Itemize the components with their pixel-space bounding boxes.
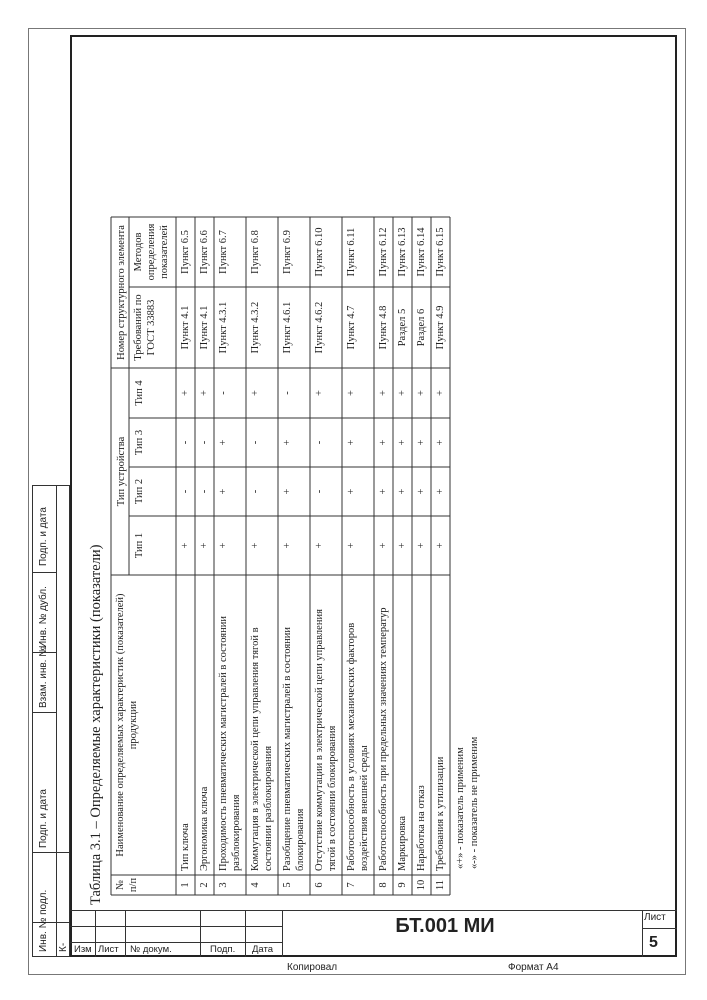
row-method: Пункт 6.10 [314,227,325,277]
row-method: Пункт 6.5 [180,230,191,274]
sheet-number: 5 [649,934,658,951]
row-type-mark: + [218,488,229,495]
row-type-mark: + [416,542,427,549]
row-name: блокирования [295,808,306,871]
row-name: Разобщение пневматических магистралей в состоянии [282,626,293,871]
row-number: 6 [314,882,325,888]
row-method: Пункт 6.6 [199,230,210,274]
row-name: состоянии разблокирования [263,745,274,871]
row-requirement: Пункт 4.6.2 [314,301,325,354]
row-requirement: Пункт 4.3.1 [218,301,229,354]
row-name: Коммутация в электрической цепи управления тягой в [250,627,261,871]
row-requirement: Пункт 4.3.2 [250,301,261,354]
header-requirements: ГОСТ 33883 [146,299,157,356]
stamp-label-doc-num: № докум. [130,944,172,955]
row-type-mark: + [397,488,408,495]
header-type: Тип 2 [134,478,145,505]
table-caption: Таблица 3.1 – Определяемые характеристики (показатели) [88,544,104,905]
header-type: Тип 3 [134,429,145,456]
header-structural-element: Номер структурного элемента [116,225,127,360]
row-requirement: Пункт 4.6.1 [282,301,293,354]
row-type-mark: - [314,440,325,445]
stamp-label-izm: Изм [74,944,92,955]
row-name: Тип ключа [180,823,191,871]
row-number: 5 [282,882,293,888]
row-name: Работоспособность при предельных значениях температур [378,607,389,871]
margin-extra-mark: К- [58,942,69,952]
row-type-mark: + [435,542,446,549]
row-type-mark: + [435,488,446,495]
row-name: Наработка на отказ [416,785,427,871]
row-method: Пункт 6.9 [282,230,293,274]
row-type-mark: + [199,390,210,396]
row-type-mark: + [180,542,191,549]
row-name: Эргономика ключа [199,786,210,871]
row-type-mark: + [346,390,357,396]
row-type-mark: + [346,439,357,446]
row-requirement: Пункт 4.8 [378,305,389,350]
row-type-mark: + [378,488,389,495]
header-methods: Методов [133,232,144,272]
row-number: 7 [346,882,357,888]
header-name: продукции [128,700,139,750]
row-requirement: Раздел 5 [397,308,408,347]
row-type-mark: - [180,489,191,494]
row-name: воздействия внешней среды [359,745,370,871]
row-type-mark: - [199,489,210,494]
row-requirement: Пункт 4.7 [346,305,357,350]
row-type-mark: - [314,489,325,494]
row-type-mark: + [314,542,325,549]
stamp-label-data: Дата [252,944,274,955]
margin-label-inv-podl: Инв. № подл. [38,889,49,952]
row-type-mark: - [218,391,229,395]
row-type-mark: + [397,390,408,396]
row-requirement: Раздел 6 [416,308,427,347]
header-requirements: Требований по [133,294,144,361]
sheet-label: Лист [644,912,666,923]
header-type: Тип 1 [134,532,145,559]
row-name: Требования к утилизации [435,756,446,871]
footer-format: Формат А4 [508,962,559,973]
header-name: Наименование определяемых характеристик (показателей) [115,593,126,857]
row-type-mark: - [250,489,261,494]
header-num: № [115,879,126,891]
stamp-label-podp: Подп. [210,944,236,955]
row-type-mark: + [180,390,191,396]
table-note: «-» - показатель не применим [469,736,480,869]
row-name: тягой в состоянии блокирования [327,725,338,871]
stamp-label-list: Лист [98,944,119,955]
row-type-mark: + [250,542,261,549]
row-type-mark: + [397,542,408,549]
row-number: 1 [180,882,191,888]
row-type-mark: + [378,439,389,446]
row-method: Пункт 6.14 [416,227,427,277]
document-code: БТ.001 МИ [395,915,495,937]
row-name: Маркировка [397,815,408,871]
margin-label-inv-dubl: Инв. № дубл. [38,586,49,648]
row-method: Пункт 6.8 [250,230,261,274]
header-type: Тип 4 [134,380,145,406]
row-number: 10 [416,879,427,891]
characteristics-table [88,40,658,905]
row-type-mark: - [199,440,210,445]
row-type-mark: + [346,542,357,549]
row-type-mark: + [416,390,427,396]
row-type-mark: + [282,542,293,549]
row-requirement: Пункт 4.9 [435,305,446,350]
row-type-mark: + [250,390,261,396]
row-name: разблокирования [231,794,242,871]
row-requirement: Пункт 4.1 [199,305,210,350]
row-number: 11 [435,879,446,891]
row-name: Отсутствие коммутации в электрической цепи управления [314,609,325,871]
row-type-mark: - [250,440,261,445]
row-requirement: Пункт 4.1 [180,305,191,350]
row-type-mark: + [378,390,389,396]
table-cells [88,40,658,905]
row-name: Работоспособность в условиях механических факторов [346,622,357,871]
row-number: 9 [397,882,408,888]
row-type-mark: + [435,390,446,396]
row-type-mark: + [218,439,229,446]
row-type-mark: + [416,439,427,446]
row-type-mark: - [180,440,191,445]
row-method: Пункт 6.15 [435,227,446,277]
table-note: «+» - показатель применим [455,747,466,869]
row-method: Пункт 6.7 [218,230,229,274]
margin-label-podp-data-2: Подп. и дата [38,507,49,566]
row-type-mark: + [199,542,210,549]
row-type-mark: + [218,542,229,549]
row-type-mark: + [282,488,293,495]
header-methods: определения [146,223,157,281]
row-number: 4 [250,882,261,888]
row-number: 2 [199,882,210,888]
header-methods: показателей [159,225,170,279]
header-num: п/п [128,877,139,893]
row-name: Проходимость пневматических магистралей в состоянии [218,616,229,871]
row-method: Пункт 6.11 [346,227,357,277]
row-type-mark: - [282,391,293,395]
row-method: Пункт 6.12 [378,227,389,277]
row-method: Пункт 6.13 [397,227,408,277]
footer-copied: Копировал [287,962,338,973]
row-number: 8 [378,882,389,888]
row-type-mark: + [416,488,427,495]
header-device-type: Тип устройства [116,436,127,507]
row-type-mark: + [346,488,357,495]
row-type-mark: + [435,439,446,446]
row-type-mark: + [378,542,389,549]
row-number: 3 [218,882,229,888]
row-type-mark: + [397,439,408,446]
row-type-mark: + [282,439,293,446]
margin-label-vzam-inv: Взам. инв. № [38,646,49,708]
margin-label-podp-data-1: Подп. и дата [38,789,49,848]
row-type-mark: + [314,390,325,396]
